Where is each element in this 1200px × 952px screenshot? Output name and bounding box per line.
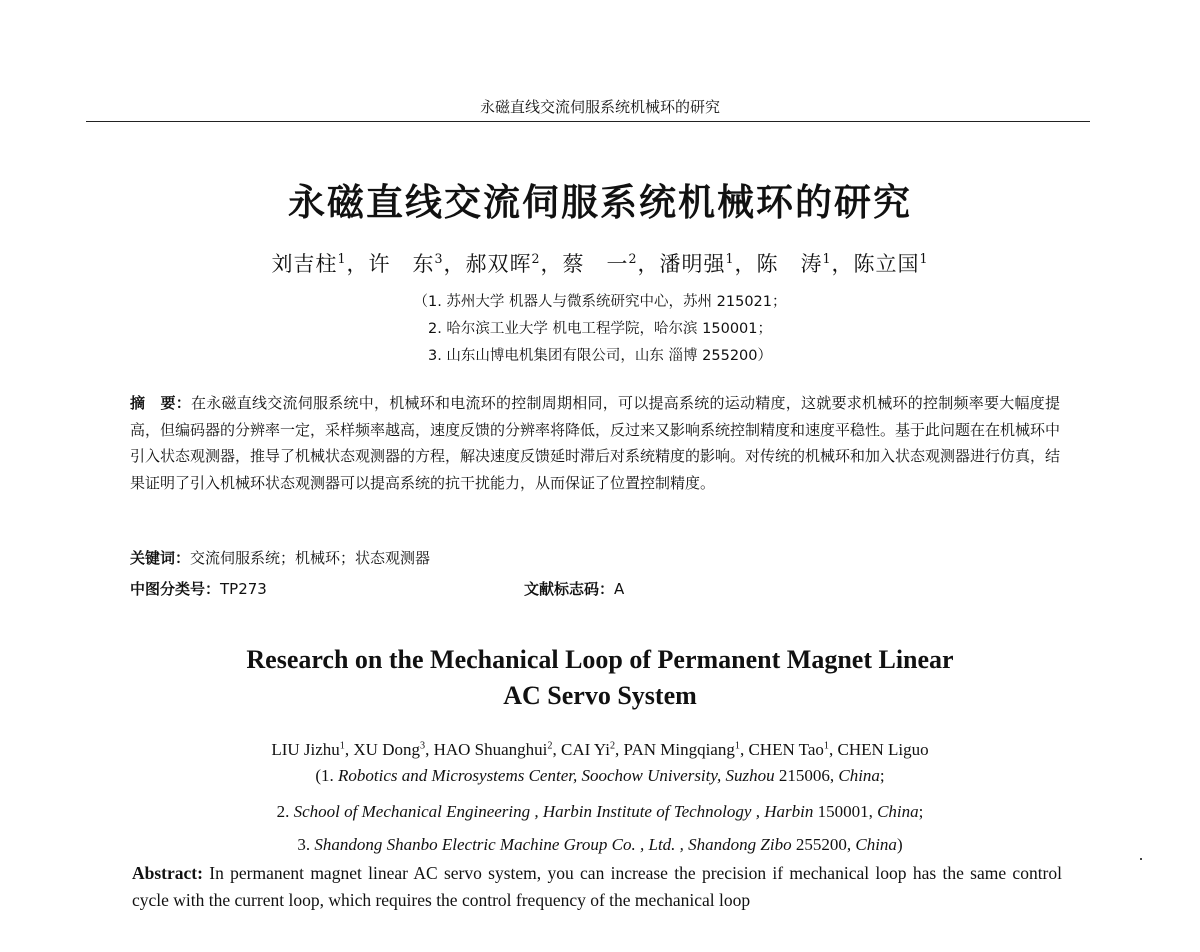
english-abstract-label: Abstract: [132,863,203,883]
english-author-name: XU Dong [353,740,420,759]
chinese-author-name: 蔡 一 [562,252,629,276]
english-author-separator: , [739,740,749,759]
chinese-keywords [130,547,430,568]
chinese-abstract [130,390,1060,496]
english-title [0,642,1200,714]
chinese-author-superscript: 3 [434,251,444,266]
affil-3-country: China [855,835,897,854]
english-author-superscript: 1 [734,740,740,752]
chinese-author-name: 许 东 [368,252,435,276]
chinese-author-superscript: 1 [822,251,832,266]
english-author-name: CHEN Tao [748,740,824,759]
header-rule [86,121,1090,122]
chinese-author-separator: ， [831,252,854,276]
chinese-author-superscript: 1 [337,251,347,266]
affil-1-org: Robotics and Microsystems Center, Soochow University, Suzhou [338,766,775,785]
english-author-separator: , [344,740,354,759]
chinese-author-superscript: 1 [919,251,929,266]
keywords-text: 交流伺服系统；机械环；状态观测器 [190,549,431,567]
chinese-author-name: 陈 涛 [756,252,823,276]
keywords-label: 关键词： [130,549,191,567]
chinese-author-separator: ， [540,252,563,276]
chinese-author-name: 郝双晖 [465,252,532,276]
chinese-author-name: 潘明强 [659,252,726,276]
chinese-affiliation-2: 2. 哈尔滨工业大学 机电工程学院，哈尔滨 150001； [427,321,772,337]
english-author-separator: , [615,740,624,759]
affil-1-code: 215006, [774,766,839,785]
english-author-name: CHEN Liguo [837,740,929,759]
english-author-name: CAI Yi [560,740,610,759]
affil-2-code: 150001, [813,802,878,821]
doc-code-value: A [614,580,625,598]
english-title-line-2: AC Servo System [503,681,697,710]
affil-3-org: Shandong Shanbo Electric Machine Group Co. , Ltd. , Shandong Zibo [314,835,792,854]
chinese-author-separator: ， [734,252,757,276]
affil-3-code: 255200, [791,835,856,854]
english-author-superscript: 2 [547,740,553,752]
english-author-name: HAO Shuanghui [433,740,548,759]
affil-1-country: China [838,766,880,785]
clc-value: TP273 [220,580,267,598]
english-author-name: LIU Jizhu [271,740,340,759]
affil-1-end: ; [879,766,885,785]
english-affiliation-3 [0,835,1200,855]
affil-2-country: China [877,802,919,821]
chinese-abstract-label: 摘 要： [130,394,191,412]
english-affiliation-2 [0,802,1200,822]
english-author-separator: , [552,740,561,759]
english-title-line-1: Research on the Mechanical Loop of Permanent Magnet Linear [246,645,954,674]
english-author-superscript: 1 [339,740,345,752]
english-abstract [132,860,1062,914]
clc-label: 中图分类号： [130,580,221,598]
chinese-abstract-text: 在永磁直线交流伺服系统中，机械环和电流环的控制周期相同，可以提高系统的运动精度，这就要求机械环的控制频率要大幅度提高，但编码器的分辨率一定，采样频率越高，速度反馈的分辨率将降低，反过来又影响系统控制精度和速度平稳性。基于此问题在在机械环中引入状态观测器，推导了机械状态观测器的方程，解决速度反馈延时滞后对系统精度的影响。对传统的机械环和加入状态观测器进行仿真，结果证明了引入机械环状态观测器可以提高系统的抗干扰能力，从而保证了位置控制精度。 [130,394,1061,492]
chinese-author-name: 刘吉柱 [271,252,338,276]
english-author-separator: , [425,740,434,759]
english-author-superscript: 2 [609,740,616,752]
affil-3-prefix: 3. [297,835,315,854]
chinese-affiliation-3: 3. 山东山博电机集团有限公司，山东 淄博 255200） [427,348,772,364]
affil-3-end: ) [896,835,903,854]
english-author-superscript: 3 [419,740,426,752]
english-abstract-text: In permanent magnet linear AC servo system, you can increase the precision if mechanical loop has the same control cycle with the current loop, which requires the control frequency of the mechanical loop [132,863,1062,910]
chinese-author-separator: ， [637,252,660,276]
chinese-affiliation-1: （1. 苏州大学 机器人与微系统研究中心，苏州 215021； [413,294,787,310]
document-code [524,578,624,599]
affil-2-org: School of Mechanical Engineering , Harbin Institute of Technology , Harbin [293,802,814,821]
affil-2-prefix: 2. [276,802,294,821]
chinese-author-separator: ， [443,252,466,276]
english-author-separator: , [829,740,838,759]
chinese-author-superscript: 1 [725,251,735,266]
chinese-author-superscript: 2 [531,251,541,266]
chinese-author-separator: ， [346,252,369,276]
scan-speck [1140,858,1142,860]
affil-1-prefix: (1. [315,766,338,785]
english-affiliation-1 [0,766,1200,786]
affil-2-end: ; [918,802,924,821]
english-author-superscript: 1 [823,740,830,752]
english-authors [0,740,1200,760]
chinese-title: 永磁直线交流伺服系统机械环的研究 [288,181,912,224]
chinese-author-name: 陈立国 [853,252,920,276]
clc-number [130,578,267,599]
doc-code-label: 文献标志码： [524,580,615,598]
chinese-author-superscript: 2 [628,251,638,266]
english-author-name: PAN Mingqiang [623,740,735,759]
running-head: 永磁直线交流伺服系统机械环的研究 [479,98,720,116]
chinese-authors [0,248,1200,278]
